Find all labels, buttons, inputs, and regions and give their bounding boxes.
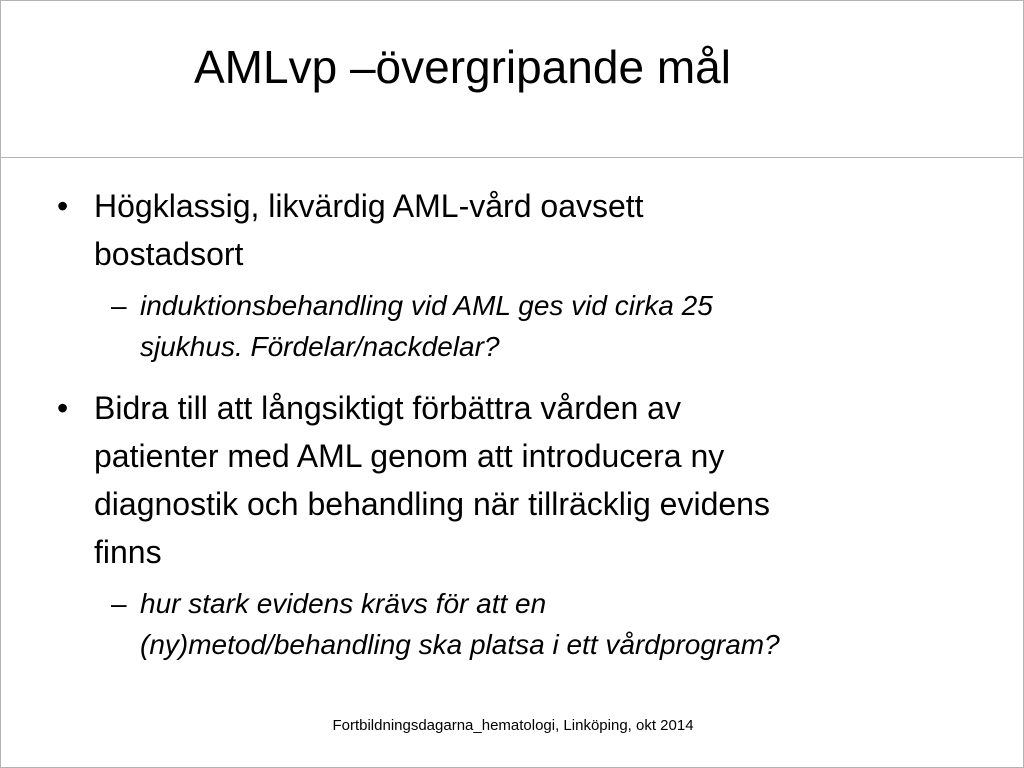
- footer-text: Fortbildningsdagarna_hematologi, Linköping, okt 2014: [332, 717, 694, 734]
- sub-bullet-marker: –: [111, 290, 127, 321]
- sub-bullet-text-line: sjukhus. Fördelar/nackdelar?: [140, 331, 500, 362]
- bullet-text-line: bostadsort: [94, 236, 244, 272]
- slide-footer: [1, 716, 1024, 736]
- slide-title: AMLvp –övergripande mål: [194, 41, 731, 93]
- sub-bullet-marker: –: [111, 588, 127, 619]
- bullet-text-line: Bidra till att långsiktigt förbättra vården av: [94, 390, 681, 426]
- bullet-text-line: diagnostik och behandling när tillräcklig evidens: [94, 486, 770, 522]
- bullet-text-line: finns: [94, 534, 162, 570]
- sub-bullet-text-line: induktionsbehandling vid AML ges vid cirka 25: [140, 290, 713, 321]
- sub-bullet-text-line: hur stark evidens krävs för att en: [140, 588, 547, 619]
- sub-bullet-text-line: (ny)metod/behandling ska platsa i ett vårdprogram?: [140, 629, 780, 660]
- bullet-marker: •: [57, 188, 69, 224]
- bullet-marker: •: [57, 390, 69, 426]
- title-divider: [1, 157, 1023, 158]
- bullet-text-line: Högklassig, likvärdig AML-vård oavsett: [94, 188, 644, 224]
- bullet-text-line: patienter med AML genom att introducera ny: [94, 438, 725, 474]
